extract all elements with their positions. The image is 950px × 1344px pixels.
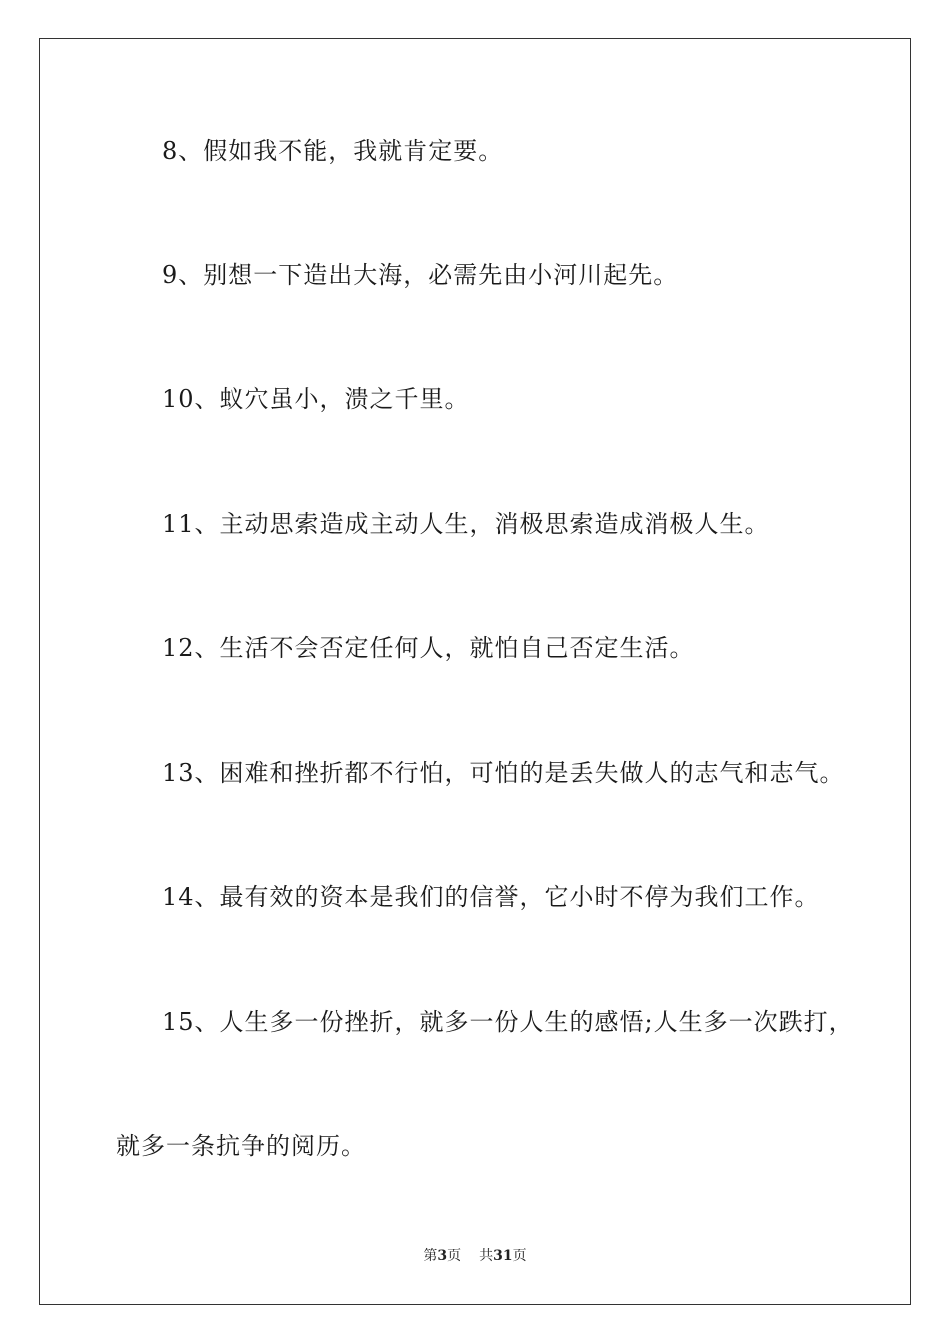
paragraph-15-line-1: 15、人生多一份挫折，就多一份人生的感悟;人生多一次跌打，: [162, 1008, 854, 1036]
paragraph-12: 12、生活不会否定任何人，就怕自己否定生活。: [162, 634, 695, 662]
footer-page-number: 3: [437, 1248, 448, 1264]
paragraph-8: 8、假如我不能，我就肯定要。: [162, 137, 504, 165]
footer-page-prefix: 第: [423, 1248, 438, 1264]
page-border: [39, 38, 911, 1305]
paragraph-14: 14、最有效的资本是我们的信誉，它小时不停为我们工作。: [162, 883, 820, 911]
page-footer: [0, 1247, 950, 1265]
footer-total-pages: 31: [493, 1248, 513, 1264]
footer-total-prefix: 共: [479, 1248, 494, 1264]
paragraph-9: 9、别想一下造出大海，必需先由小河川起先。: [162, 261, 679, 289]
paragraph-11: 11、主动思索造成主动人生，消极思索造成消极人生。: [162, 510, 770, 538]
paragraph-10: 10、蚁穴虽小，溃之千里。: [162, 385, 470, 413]
footer-total-suffix: 页: [512, 1248, 527, 1264]
paragraph-15-line-2: 就多一条抗争的阅历。: [116, 1132, 366, 1160]
footer-page-suffix: 页: [447, 1248, 462, 1264]
paragraph-13: 13、困难和挫折都不行怕，可怕的是丢失做人的志气和志气。: [162, 759, 845, 787]
